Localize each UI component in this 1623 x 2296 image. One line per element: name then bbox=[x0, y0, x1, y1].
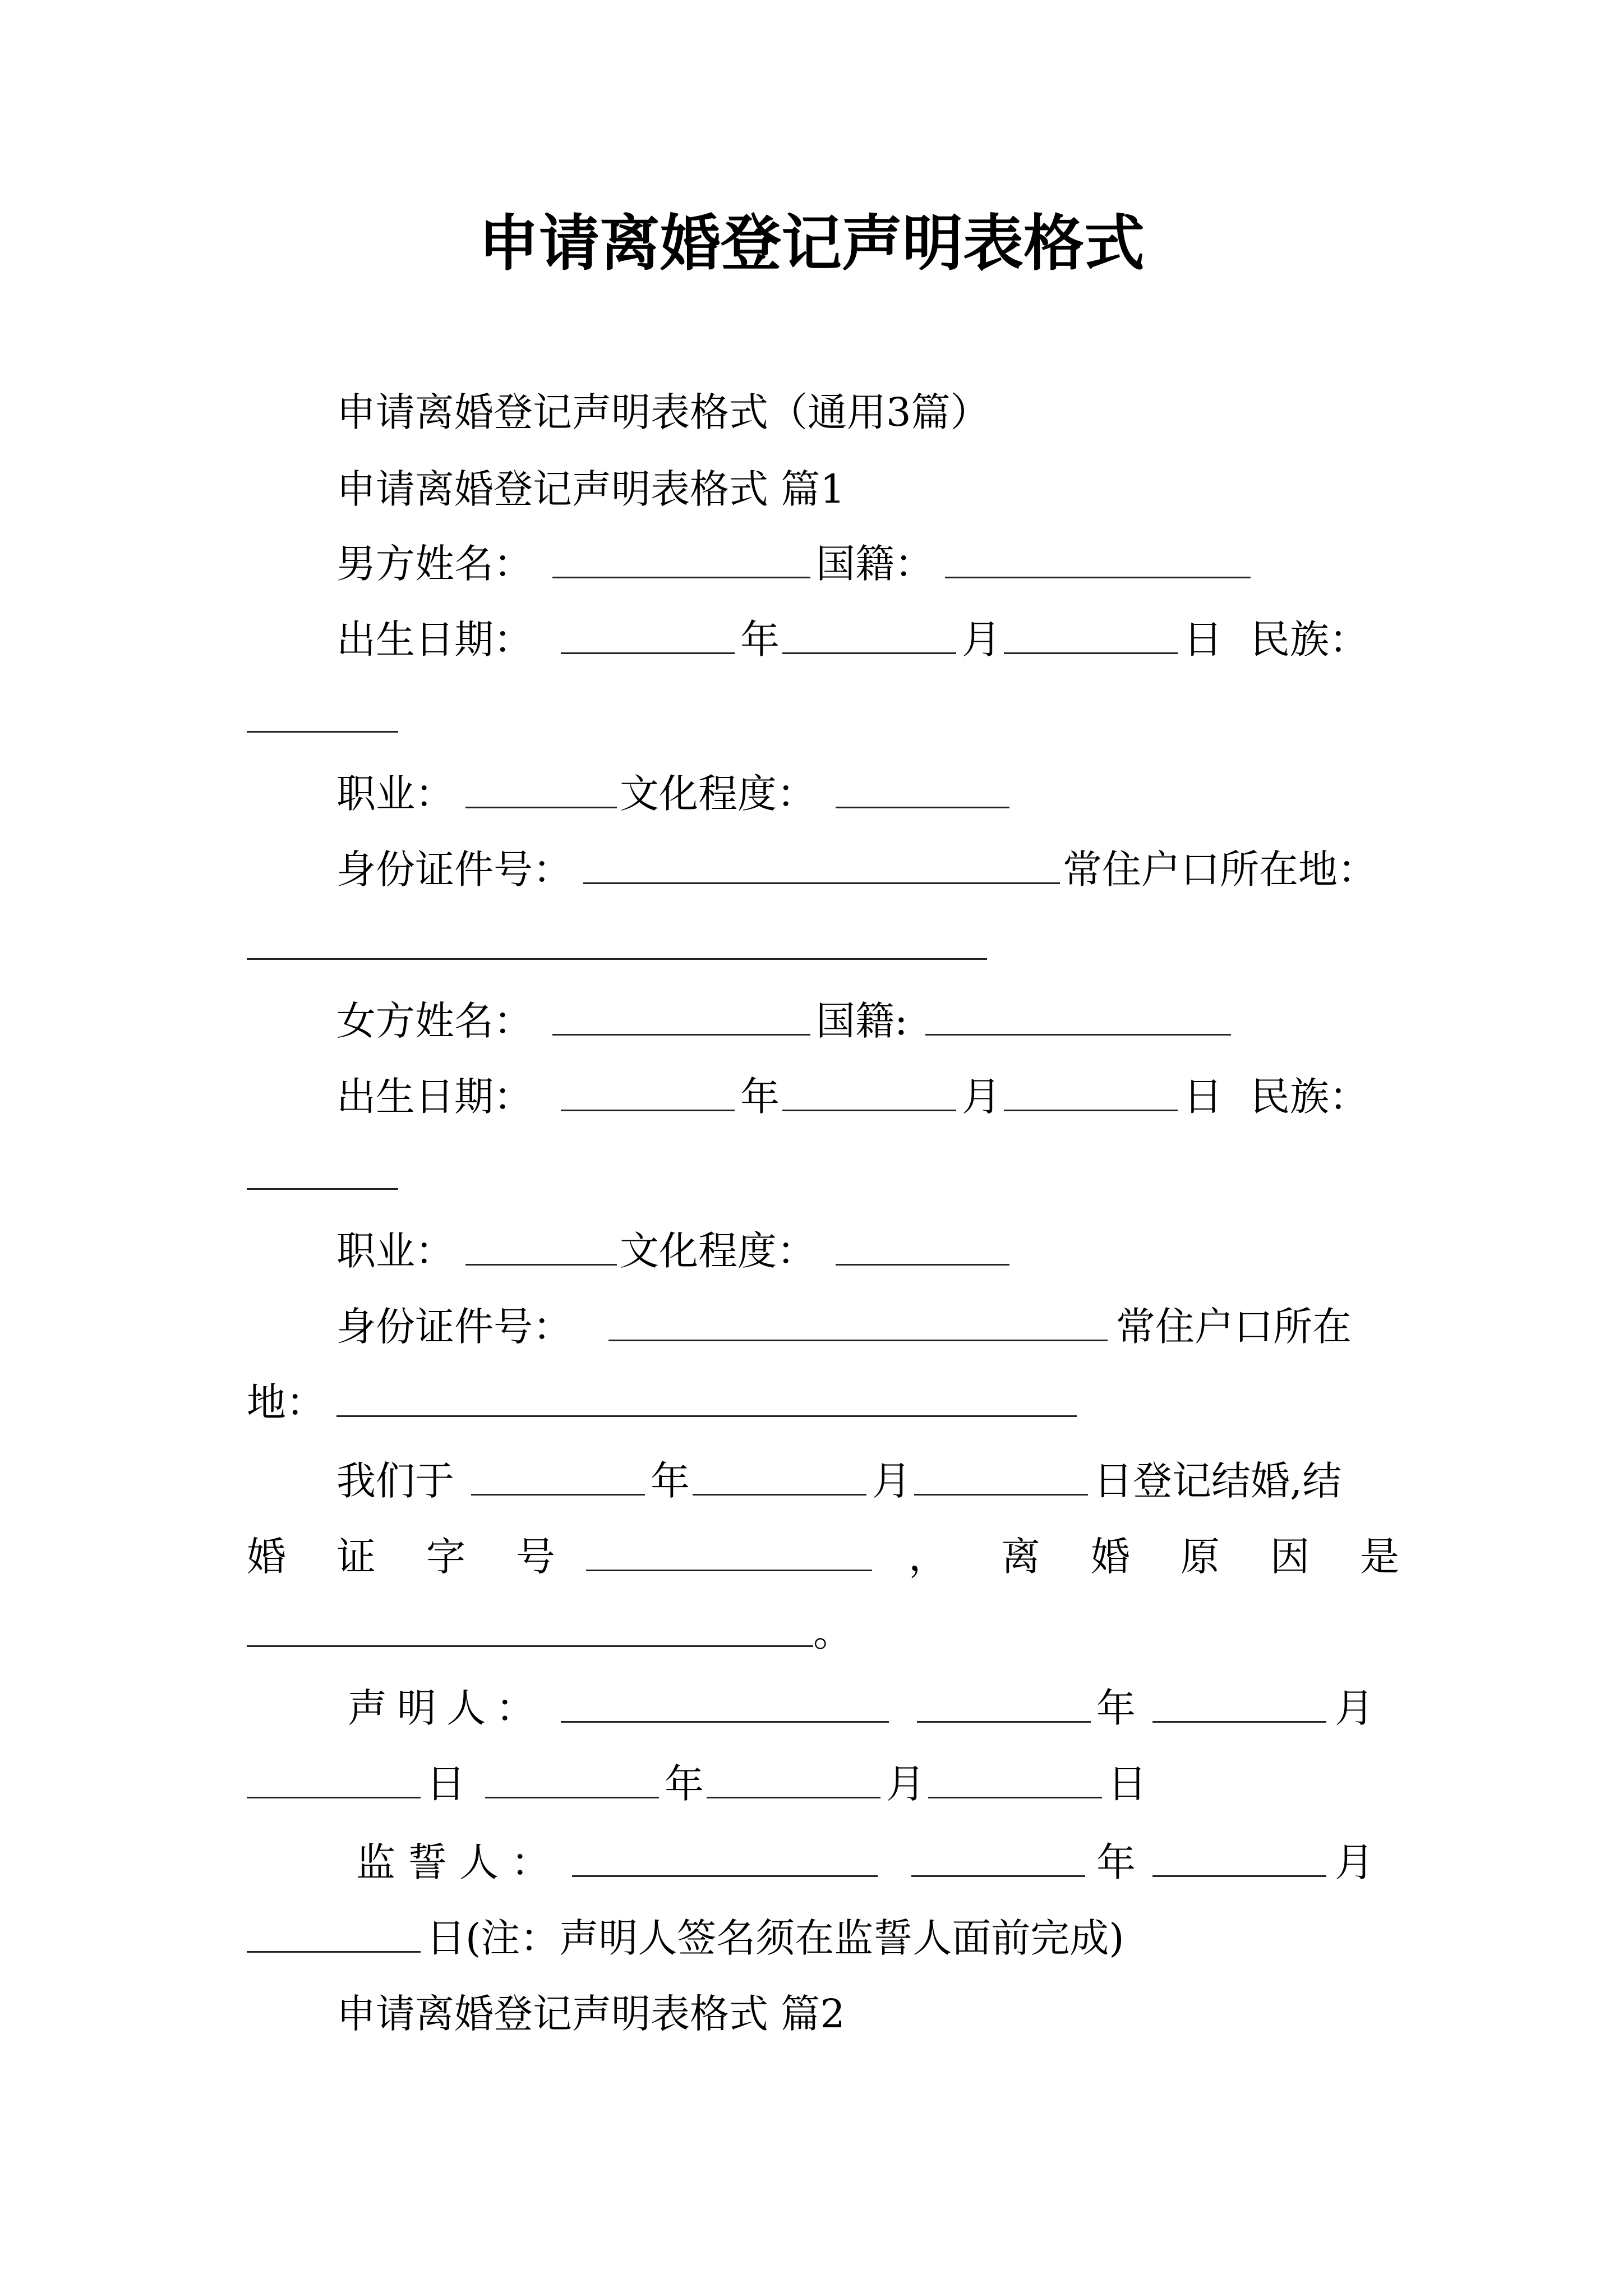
supervisor-signature-blank[interactable] bbox=[572, 1875, 878, 1877]
marriage-year-label: 年 bbox=[651, 1458, 690, 1504]
female-residence-label: 常住户口所在 bbox=[1116, 1304, 1352, 1350]
supervisor-month-blank[interactable] bbox=[1152, 1875, 1326, 1877]
reason-char-1: 离 bbox=[1001, 1534, 1040, 1580]
cert-char-2: 证 bbox=[336, 1534, 376, 1580]
supervisor-month-label: 月 bbox=[1335, 1839, 1374, 1885]
male-nationality-blank[interactable] bbox=[945, 577, 1251, 578]
we-on-label: 我们于 bbox=[336, 1458, 454, 1504]
declarant-date2-year-label: 年 bbox=[665, 1761, 704, 1807]
reason-period: 。 bbox=[813, 1609, 852, 1655]
reason-blank[interactable] bbox=[247, 1645, 813, 1647]
female-birth-label: 出生日期： bbox=[336, 1074, 533, 1120]
cert-char-3: 字 bbox=[426, 1534, 465, 1580]
male-month-label: 月 bbox=[962, 616, 1001, 662]
female-nationality-label: 国籍: bbox=[816, 998, 908, 1044]
female-job-blank[interactable] bbox=[465, 1264, 617, 1266]
declarant-date2-month-label: 月 bbox=[886, 1761, 925, 1807]
cert-char-4: 号 bbox=[516, 1534, 555, 1580]
cert-number-blank[interactable] bbox=[586, 1570, 872, 1571]
reason-char-4: 因 bbox=[1270, 1534, 1310, 1580]
declarant-date2-month-blank[interactable] bbox=[707, 1797, 880, 1798]
female-education-label: 文化程度： bbox=[620, 1228, 816, 1274]
marriage-day-blank[interactable] bbox=[914, 1494, 1088, 1496]
male-ethnicity-blank[interactable] bbox=[247, 731, 398, 733]
declarant-day-blank[interactable] bbox=[247, 1797, 421, 1798]
male-job-label: 职业： bbox=[336, 771, 454, 817]
reason-char-5: 是 bbox=[1360, 1534, 1399, 1580]
marriage-year-blank[interactable] bbox=[471, 1494, 645, 1496]
declarant-day-label: 日 bbox=[426, 1761, 465, 1807]
female-nationality-blank[interactable] bbox=[925, 1034, 1231, 1036]
male-day-label: 日 bbox=[1183, 616, 1223, 662]
female-ethnicity-blank[interactable] bbox=[247, 1188, 398, 1190]
supervisor-day-blank[interactable] bbox=[247, 1951, 421, 1953]
female-ethnicity-label: 民族： bbox=[1251, 1074, 1368, 1120]
male-residence-blank[interactable] bbox=[247, 958, 987, 960]
male-name-blank[interactable] bbox=[552, 577, 810, 578]
marriage-registered-label: 日登记结婚,结 bbox=[1094, 1458, 1342, 1504]
male-nationality-label: 国籍： bbox=[816, 541, 934, 587]
cert-comma: ， bbox=[909, 1534, 948, 1580]
female-education-blank[interactable] bbox=[836, 1264, 1009, 1266]
male-year-label: 年 bbox=[740, 616, 780, 662]
part1-heading: 申请离婚登记声明表格式 篇1 bbox=[336, 466, 845, 512]
declarant-date2-day-blank[interactable] bbox=[928, 1797, 1102, 1798]
male-birth-year-blank[interactable] bbox=[561, 652, 735, 654]
female-residence-label-cont: 地： bbox=[247, 1379, 325, 1425]
cert-char-1: 婚 bbox=[247, 1534, 286, 1580]
male-birth-label: 出生日期： bbox=[336, 616, 533, 662]
female-id-label: 身份证件号： bbox=[336, 1304, 572, 1350]
male-education-label: 文化程度： bbox=[620, 771, 816, 817]
declarant-month-label: 月 bbox=[1335, 1685, 1374, 1731]
declarant-month-blank[interactable] bbox=[1152, 1721, 1326, 1723]
female-residence-blank[interactable] bbox=[336, 1415, 1077, 1417]
marriage-month-label: 月 bbox=[872, 1458, 911, 1504]
female-job-label: 职业： bbox=[336, 1228, 454, 1274]
female-birth-day-blank[interactable] bbox=[1004, 1110, 1178, 1111]
male-birth-month-blank[interactable] bbox=[782, 652, 956, 654]
female-year-label: 年 bbox=[740, 1074, 780, 1120]
female-name-blank[interactable] bbox=[552, 1034, 810, 1036]
supervisor-year-blank[interactable] bbox=[911, 1875, 1085, 1877]
supervisor-label: 监誓人： bbox=[356, 1839, 562, 1885]
declarant-date2-day-label: 日 bbox=[1108, 1761, 1147, 1807]
declarant-year-blank[interactable] bbox=[917, 1721, 1091, 1723]
supervisor-day-note: 日(注：声明人签名须在监誓人面前完成) bbox=[426, 1915, 1124, 1961]
male-residence-label: 常住户口所在地： bbox=[1063, 846, 1377, 892]
marriage-month-blank[interactable] bbox=[693, 1494, 866, 1496]
female-name-label: 女方姓名： bbox=[336, 998, 533, 1044]
female-month-label: 月 bbox=[962, 1074, 1001, 1120]
female-day-label: 日 bbox=[1183, 1074, 1223, 1120]
declarant-year-label: 年 bbox=[1096, 1685, 1136, 1731]
female-birth-year-blank[interactable] bbox=[561, 1110, 735, 1111]
reason-char-2: 婚 bbox=[1091, 1534, 1130, 1580]
male-id-blank[interactable] bbox=[583, 882, 1060, 884]
declarant-signature-blank[interactable] bbox=[561, 1721, 889, 1723]
male-birth-day-blank[interactable] bbox=[1004, 652, 1178, 654]
male-name-label: 男方姓名： bbox=[336, 541, 533, 587]
page-title: 申请离婚登记声明表格式 bbox=[478, 209, 1145, 279]
declarant-date2-year-blank[interactable] bbox=[485, 1797, 659, 1798]
male-job-blank[interactable] bbox=[465, 807, 617, 808]
female-birth-month-blank[interactable] bbox=[782, 1110, 956, 1111]
reason-char-3: 原 bbox=[1181, 1534, 1220, 1580]
declarant-label: 声明人： bbox=[348, 1685, 545, 1731]
subtitle: 申请离婚登记声明表格式（通用3篇） bbox=[336, 389, 990, 435]
male-education-blank[interactable] bbox=[836, 807, 1009, 808]
part2-heading: 申请离婚登记声明表格式 篇2 bbox=[336, 1991, 845, 2037]
female-id-blank[interactable] bbox=[608, 1340, 1108, 1341]
supervisor-year-label: 年 bbox=[1096, 1839, 1136, 1885]
male-ethnicity-label: 民族： bbox=[1251, 616, 1368, 662]
male-id-label: 身份证件号： bbox=[336, 846, 572, 892]
